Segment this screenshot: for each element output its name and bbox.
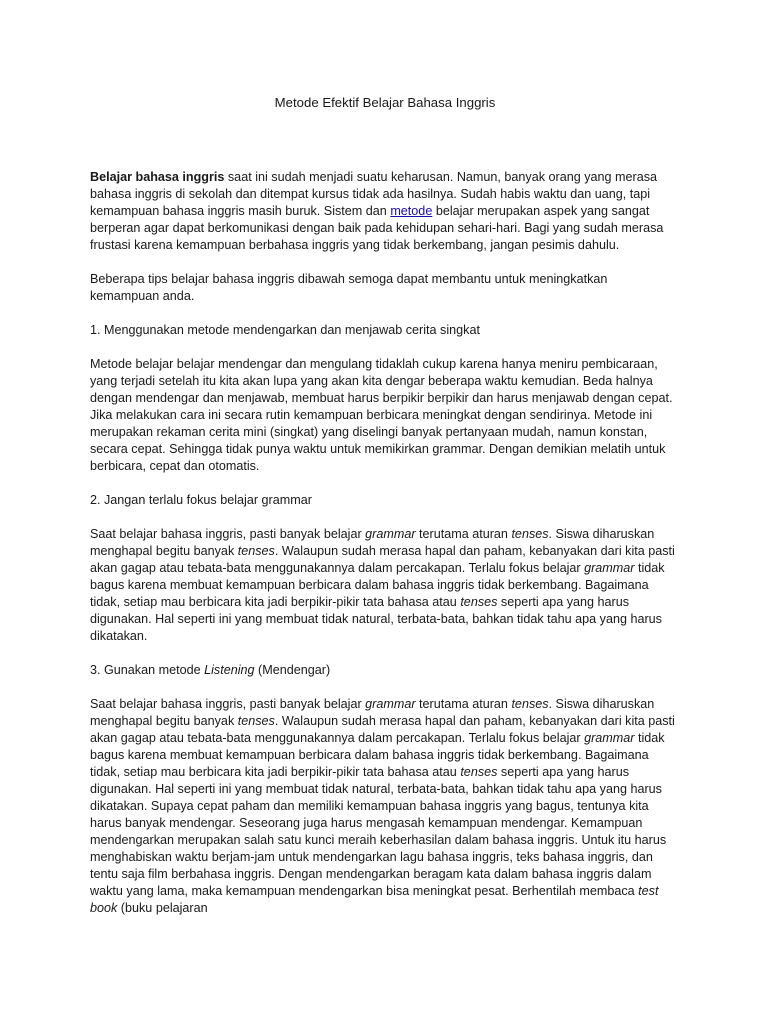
section2-text-5: tidak bagus karena membuat kemampuan berbicara dalam bahasa inggris tidak berkembang. Bagaimana tidak, setiap mau berbicara kita jadi berpikir-pikir tata bahasa atau [90,561,665,609]
section2-heading: 2. Jangan terlalu fokus belajar grammar [90,493,312,507]
section3-text-5: tidak bagus karena membuat kemampuan berbicara dalam bahasa inggris tidak berkembang. Bagaimana tidak, setiap mau berbicara kita jadi berpikir-pikir tata bahasa atau [90,731,665,779]
document-page [90,94,680,934]
tips-intro-paragraph: Beberapa tips belajar bahasa inggris dibawah semoga dapat membantu untuk meningkatkan kemampuan anda. [90,272,608,303]
section3-tenses-italic: tenses [511,697,549,711]
section3-heading-post: (Mendengar) [254,663,331,677]
section1-heading: 1. Menggunakan metode mendengarkan dan menjawab cerita singkat [90,323,480,337]
intro-text-1: saat ini sudah menjadi suatu keharusan. Namun, banyak orang yang merasa bahasa inggris di sekolah dan ditempat kursus tidak ada hasilnya. Sudah habis waktu dan uang, tapi kemampuan bahasa inggris masih buruk. Sistem dan [90,170,658,218]
section2-tenses-italic-3: tenses [460,595,498,609]
section3-heading [90,662,680,679]
section2-body [90,526,680,645]
intro-text-2: belajar merupakan aspek yang sangat berperan agar dapat berkomunikasi dengan baik pada kehidupan sehari-hari. Bagi yang sudah merasa frustasi karena kemampuan berbahasa inggris yang tidak berkembang, jangan pesimis dahulu. [90,204,664,252]
section3-grammar-italic-2: grammar [584,731,635,745]
section3-tenses-italic-3: tenses [460,765,498,779]
section2-text-4: . Walaupun sudah merasa hapal dan paham, kebanyakan dari kita pasti akan gagap atau tebata-bata menggunakannya dalam percakapan. Terlalu fokus belajar [90,544,675,575]
section1-body: Metode belajar belajar mendengar dan mengulang tidaklah cukup karena hanya meniru pembicaraan, yang terjadi setelah itu kita akan lupa yang akan kita dengar beberapa waktu kemudian. Beda halnya dengan mendengar dan menjawab, membuat harus berpikir berpikir dan harus menjawab dengan cepat. Jika melakukan cara ini secara rutin kemampuan berbicara meningkat dengan sendirinya. Metode ini merupakan rekaman cerita mini (singkat) yang diselingi banyak pertanyaan mudah, namun konstan, secara cepat. Sehingga tidak punya waktu untuk memikirkan grammar. Dengan demikian melatih untuk berbicara, cepat dan otomatis. [90,357,673,473]
section3-text-4: . Walaupun sudah merasa hapal dan paham, kebanyakan dari kita pasti akan gagap atau tebata-bata menggunakannya dalam percakapan. Terlalu fokus belajar [90,714,675,745]
section3-text-7: (buku pelajaran [117,901,208,915]
section2-text-1: Saat belajar bahasa inggris, pasti banyak belajar [90,527,366,541]
section3-grammar-italic: grammar [365,697,416,711]
section3-body [90,696,680,917]
section2-grammar-italic: grammar [365,527,416,541]
section2-text-6: seperti apa yang harus digunakan. Hal seperti ini yang membuat tidak natural, terbata-bata, bahkan tidak tahu apa yang harus dikatakan. [90,595,662,643]
intro-bold-lead: Belajar bahasa inggris [90,170,225,184]
metode-link[interactable]: metode [390,204,433,218]
section3-tenses-italic-2: tenses [237,714,275,728]
section2-text-2: terutama aturan [415,527,512,541]
section2-tenses-italic-2: tenses [237,544,275,558]
section3-text-3: . Siswa diharuskan menghapal begitu banyak [90,697,655,728]
section3-heading-italic: Listening [204,663,255,677]
section2-text-3: . Siswa diharuskan menghapal begitu banyak [90,527,655,558]
section3-test-book-italic: test book [90,884,659,915]
section3-heading-pre: 3. Gunakan metode [90,663,205,677]
section2-grammar-italic-2: grammar [584,561,635,575]
intro-paragraph [90,169,680,254]
section2-tenses-italic: tenses [511,527,549,541]
document-title: Metode Efektif Belajar Bahasa Inggris [274,95,496,110]
section3-text-1: Saat belajar bahasa inggris, pasti banyak belajar [90,697,366,711]
section3-text-2: terutama aturan [415,697,512,711]
section3-text-6: seperti apa yang harus digunakan. Hal seperti ini yang membuat tidak natural, terbata-bata, bahkan tidak tahu apa yang harus dikatakan. Supaya cepat paham dan memiliki kemampuan bahasa inggris yang bagus, tentunya kita harus banyak mendengar. Seseorang juga harus mengasah kemampuan mendengar. Kemampuan mendengarkan merupakan salah satu kunci meraih keberhasilan dalam bahasa inggris. Untuk itu harus menghabiskan waktu berjam-jam untuk mendengarkan lagu bahasa inggris, teks bahasa inggris, dan tentu saja film berbahasa inggris. Dengan mendengarkan beragam kata dalam bahasa inggris dalam waktu yang lama, maka kemampuan mendengarkan bisa meningkat pesat. Berhentilah membaca [90,765,667,898]
